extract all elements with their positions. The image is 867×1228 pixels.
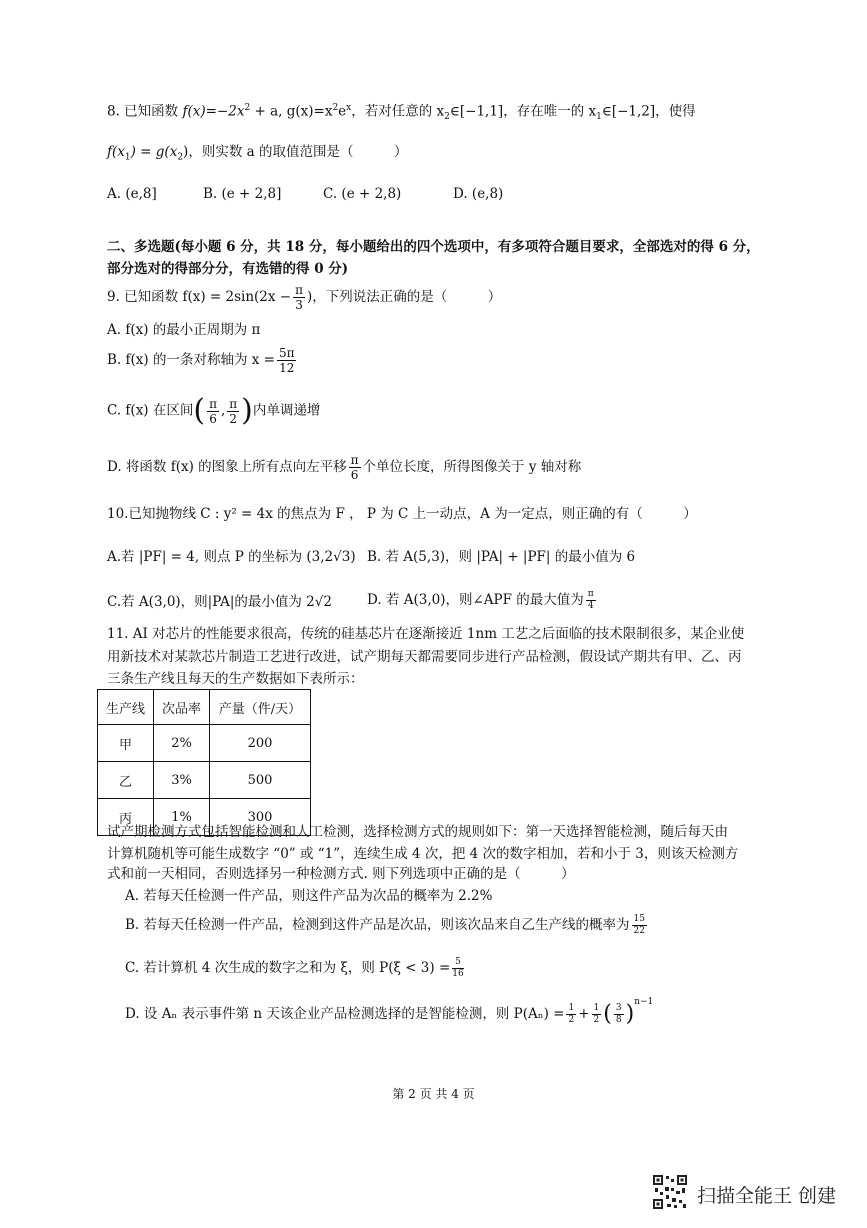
table-cell: 200 — [210, 725, 311, 762]
table-header: 次品率 — [154, 690, 210, 725]
q8-option-a: A. (e,8] — [107, 186, 157, 202]
table-header: 产量（件/天） — [210, 690, 311, 725]
qr-code-icon — [652, 1174, 688, 1210]
q8-option-b: B. (e + 2,8] — [203, 186, 282, 202]
q10-option-d: D. 若 A(3,0)，则∠APF 的最大值为 $\frac{\pi}{4}$ — [367, 589, 594, 611]
q9-stem: 9. 已知函数 f(x) = 2sin(2x − $\frac{\pi}{3}$ )，下列说法正确的是（ ） — [107, 283, 502, 312]
q10-option-b: B. 若 A(5,3)，则 |PA| + |PF| 的最小值为 6 — [367, 549, 636, 565]
q9-option-c: C. f(x) 在区间( $\frac{\pi}{6}$ , $\frac{\pi}{2}$ )内单调递增 — [107, 393, 321, 428]
page-number: 第 2 页 共 4 页 — [392, 1087, 475, 1101]
table-cell: 1% — [154, 799, 210, 836]
q9-option-b: B. f(x) 的一条对称轴为 x = $\frac{5\pi}{12}$ — [107, 346, 295, 375]
table-cell: 500 — [210, 762, 311, 799]
q11-option-d: D. 设 Aₙ 表示事件第 n 天该企业产品检测选择的是智能检测，则 P(Aₙ) = $\frac{1}{2}$ + $\frac{1}{2}$ ( $\frac{3}{8}$ )$^{n-1}$ — [125, 997, 654, 1027]
q11-option-a: A. 若每天任检测一件产品，则这件产品为次品的概率为 2.2% — [125, 888, 493, 904]
table-header-row — [98, 690, 311, 725]
q8-option-d: D. (e,8) — [453, 186, 504, 202]
q11-rule-line1: 试产期检测方式包括智能检测和人工检测，选择检测方式的规则如下：第一天选择智能检测，随后每天由 — [107, 824, 728, 840]
q11-rule-line3: 式和前一天相同，否则选择另一种检测方式. 则下列选项中正确的是（ ） — [107, 866, 575, 882]
section2-heading-line2: 部分选对的得部分分，有选错的得 0 分) — [107, 261, 349, 277]
table-cell: 丙 — [98, 799, 154, 836]
q9-option-d: D. 将函数 f(x) 的图象上所有点向左平移 $\frac{\pi}{6}$ 个单位长度，所得图像关于 y 轴对称 — [107, 453, 582, 482]
section2-heading-line1: 二、多选题(每小题 6 分，共 18 分，每小题给出的四个选项中，有多项符合题目要求，全部选对的得 6 分， — [107, 239, 760, 255]
table-row — [98, 762, 311, 799]
table-cell: 乙 — [98, 762, 154, 799]
q11-rule-line2: 计算机随机等可能生成数字 “0” 或 “1”，连续生成 4 次，把 4 次的数字相加，若和小于 3，则该天检测方 — [107, 846, 739, 862]
q10-option-c: C.若 A(3,0)，则|PA|的最小值为 2√2 — [107, 594, 332, 610]
q8-line1: 8. 已知函数 $f(x)=-2x^2 + a$, $g(x)=x^2e^x$，若对任意的 $x_2\in[-1,1]$，存在唯一的 $x_1\in[-1,2]$，使得 — [107, 103, 696, 123]
table-cell: 300 — [210, 799, 311, 836]
table-cell: 2% — [154, 725, 210, 762]
table-row — [98, 725, 311, 762]
production-table — [97, 689, 311, 836]
q9-option-a: A. f(x) 的最小正周期为 π — [107, 322, 261, 338]
q10-stem: 10.已知抛物线 C : y² = 4x 的焦点为 F ， P 为 C 上一动点，A 为一定点，则正确的有（ ） — [107, 506, 697, 522]
q11-intro-line1: 11. AI 对芯片的性能要求很高，传统的硅基芯片在逐渐接近 1nm 工艺之后面临的技术限制很多，某企业使 — [107, 626, 745, 642]
q11-intro-line2: 用新技术对某款芯片制造工艺进行改进，试产期每天都需要同步进行产品检测，假设试产期共有甲、乙、丙 — [107, 649, 742, 665]
q11-option-c: C. 若计算机 4 次生成的数字之和为 ξ，则 P(ξ < 3) = $\frac{5}{16}$ — [125, 957, 464, 979]
q11-intro-line3: 三条生产线且每天的生产数据如下表所示： — [107, 671, 364, 687]
q8-line2: $f(x_1) = g(x_2)$，则实数 a 的取值范围是（ ） — [107, 144, 408, 163]
table-cell: 甲 — [98, 725, 154, 762]
q10-option-a: A.若 |PF| = 4, 则点 P 的坐标为 (3,2√3) — [107, 549, 356, 565]
q8-option-c: C. (e + 2,8) — [323, 186, 402, 202]
scanner-brand-label: 扫描全能王 创建 — [697, 1185, 837, 1207]
table-header: 生产线 — [98, 690, 154, 725]
table-cell: 3% — [154, 762, 210, 799]
q11-option-b: B. 若每天任检测一件产品，检测到这件产品是次品，则该次品来自乙生产线的概率为 $\frac{15}{22}$ — [125, 914, 645, 936]
